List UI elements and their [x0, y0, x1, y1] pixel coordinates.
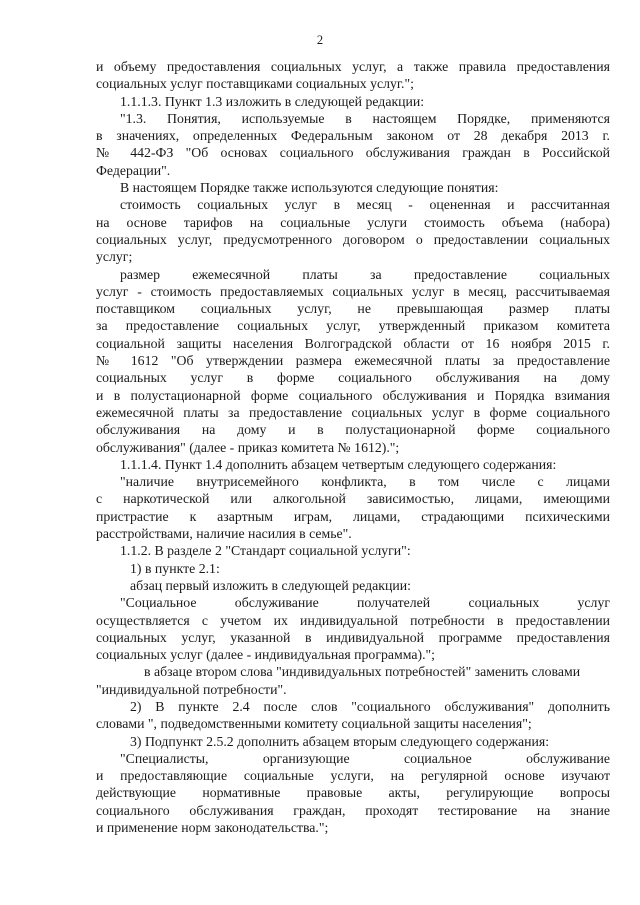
text-line: социальной защиты населения Волгоградской области от 16 ноября 2015 г.: [96, 335, 610, 351]
text-line: услуг - стоимость предоставляемых социальных услуг в месяц, рассчитываемая: [96, 283, 610, 299]
text-line: и в полустационарной форме социального обслуживания и Порядка взимания: [96, 387, 610, 403]
text-line: В настоящем Порядке также используются следующие понятия:: [120, 180, 499, 196]
text-line: поставщиком социальных услуг, не превышающая размер платы: [96, 301, 610, 317]
text-line: с наркотической или алкогольной зависимостью, лицами, имеющими: [96, 491, 610, 507]
text-line: социальных услуг в форме социального обслуживания на дому: [96, 370, 610, 386]
text-line: осуществляется с учетом их индивидуальной потребности в предоставлении: [96, 612, 610, 628]
text-line: 2) В пункте 2.4 после слов "социального обслуживания" дополнить: [130, 698, 610, 714]
text-line: обслуживания на дому и в полустационарной форме социального: [96, 422, 610, 438]
text-line: 1) в пункте 2.1:: [130, 560, 220, 576]
text-line: расстройствами, наличие насилия в семье".: [96, 526, 352, 542]
text-line: пристрастие к азартным играм, лицами, страдающими психическими: [96, 508, 610, 524]
text-line: услуг;: [96, 249, 133, 265]
text-line: за предоставление социальных услуг, утвержденный приказом комитета: [96, 318, 610, 334]
text-line: социальных услуг (далее - индивидуальная программа).";: [96, 647, 436, 663]
page-number: 2: [316, 33, 324, 47]
text-line: 1.1.2. В разделе 2 "Стандарт социальной услуги":: [120, 543, 411, 559]
text-line: "1.3. Понятия, используемые в настоящем Порядке, применяются: [120, 110, 610, 126]
text-line: обслуживания" (далее - приказ комитета № 1612).";: [96, 439, 400, 455]
text-line: стоимость социальных услуг в месяц - оцененная и рассчитанная: [120, 197, 610, 213]
text-line: "индивидуальной потребности".: [96, 681, 287, 697]
text-line: ежемесячной платы за предоставление социальных услуг в форме социального: [96, 404, 610, 420]
text-line: абзац первый изложить в следующей редакции:: [130, 577, 411, 593]
text-line: и предоставляющие социальные услуги, на регулярной основе изучают: [96, 768, 610, 784]
text-line: 1.1.1.3. Пункт 1.3 изложить в следующей редакции:: [120, 93, 425, 109]
text-line: на основе тарифов на социальные услуги стоимость объема (набора): [96, 214, 610, 230]
text-line: № 442-ФЗ "Об основах социального обслуживания граждан в Российской: [96, 145, 610, 161]
text-line: № 1612 "Об утверждении размера ежемесячной платы за предоставление: [96, 353, 610, 369]
text-line: Федерации".: [96, 162, 171, 178]
text-line: размер ежемесячной платы за предоставление социальных: [120, 266, 610, 282]
text-line: 1.1.1.4. Пункт 1.4 дополнить абзацем четвертым следующего содержания:: [120, 456, 557, 472]
text-line: социальных услуг поставщиками социальных услуг.";: [96, 76, 414, 92]
text-line: и применение норм законодательства.";: [96, 820, 329, 836]
text-line: 3) Подпункт 2.5.2 дополнить абзацем вторым следующего содержания:: [130, 733, 550, 749]
document-body: [96, 58, 610, 836]
text-line: социального обслуживания граждан, проходят тестирование на знание: [96, 802, 610, 818]
text-line: "Социальное обслуживание получателей социальных услуг: [120, 595, 610, 611]
text-line: "наличие внутрисемейного конфликта, в том числе с лицами: [120, 474, 610, 490]
text-line: социальных услуг, предусмотренного договором о предоставлении социальных: [96, 231, 610, 247]
text-line: и объему предоставления социальных услуг, а также правила предоставления: [96, 59, 610, 74]
text-line: словами ", подведомственными комитету социальной защиты населения";: [96, 716, 532, 732]
text-line: в абзаце втором слова "индивидуальных потребностей" заменить словами: [144, 664, 581, 680]
text-line: "Специалисты, организующие социальное обслуживание: [120, 750, 610, 766]
text-line: социальных услуг, указанной в индивидуальной программе предоставления: [96, 629, 610, 645]
text-line: в значениях, определенных Федеральным законом от 28 декабря 2013 г.: [96, 128, 610, 144]
text-line: действующие нормативные правовые акты, регулирующие вопросы: [96, 785, 610, 801]
